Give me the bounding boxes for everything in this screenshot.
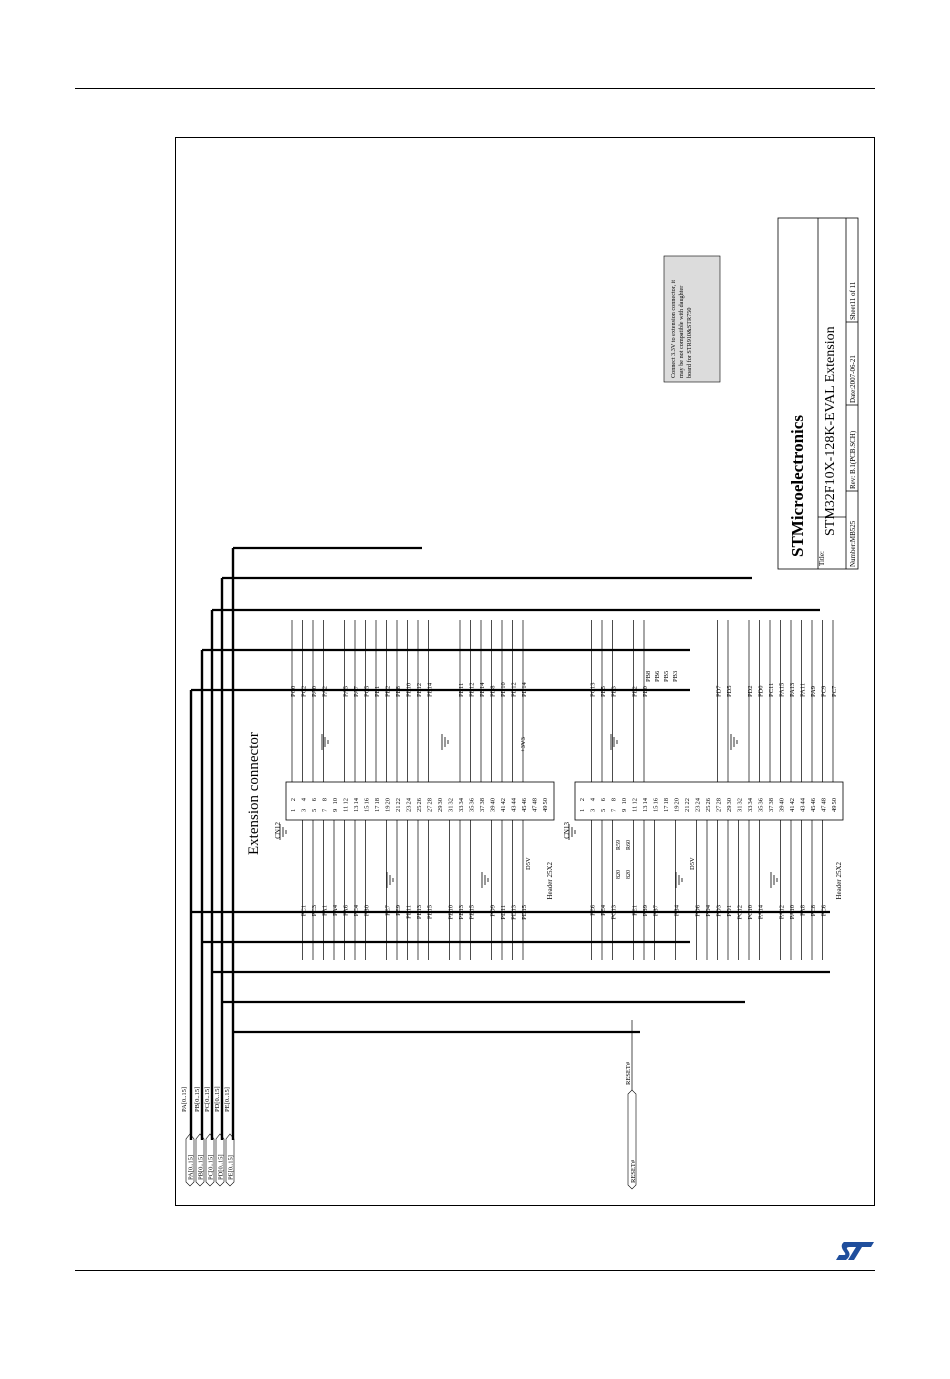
pin-number-even: 50 (831, 798, 838, 805)
pin-number-even: 26 (416, 798, 423, 805)
pin-number-even: 6 (311, 798, 318, 802)
net-label-even: PE2 (631, 686, 639, 697)
pin-number-odd: 39 (778, 805, 786, 812)
net-label-even: PE3 (610, 686, 618, 697)
pin-number-even: 8 (610, 798, 618, 802)
net-label-odd: PB15 (468, 905, 476, 920)
pin-number-even: 42 (789, 798, 796, 805)
pin-number-even: 6 (600, 798, 607, 802)
bus-ports (181, 1086, 235, 1186)
bus-port-label: PE[0..15] (227, 1155, 235, 1180)
net-label-even: PB11 (458, 682, 465, 697)
net-label-odd: PD9 (489, 905, 497, 917)
net-label-even: PC7 (831, 685, 838, 697)
net-label-odd: PB4 (673, 905, 681, 917)
resistor-ref: R60 (626, 839, 632, 850)
ground-icon (387, 872, 393, 888)
connector-part: Header 25X2 (546, 862, 554, 900)
pin-number-even: 4 (300, 798, 308, 802)
pin-number-even: 26 (705, 798, 712, 805)
pin-number-odd: 9 (332, 808, 339, 812)
pin-number-even: 34 (747, 798, 754, 805)
net-label-even: PD7 (715, 685, 723, 697)
st-logo-icon (834, 1240, 876, 1262)
net-label-even: PC9 (820, 685, 828, 697)
net-label-even: PA5 (342, 686, 350, 697)
ground-icon (676, 872, 682, 888)
ground-icon (482, 872, 488, 888)
pin-number-odd: 49 (542, 805, 549, 812)
pin-number-odd: 9 (621, 808, 628, 812)
connector-ref: CN13 (563, 822, 571, 839)
pin-number-odd: 11 (631, 805, 639, 812)
net-label-even: PD5 (726, 685, 733, 697)
pin-number-even: 46 (810, 798, 817, 805)
pin-number-even: 48 (820, 798, 828, 805)
pin-number-odd: 45 (810, 805, 817, 812)
note-line-3: board for STR910&STR750 (686, 307, 693, 378)
pin-number-even: 14 (642, 798, 649, 805)
pin-number-even: 28 (715, 798, 723, 805)
net-label-odd: PC8 (810, 905, 817, 917)
bus-port-label: PB[0..15] (197, 1154, 205, 1180)
reset-net-label: RESET# (625, 1061, 632, 1085)
net-label-odd: PA1 (321, 905, 329, 916)
pin-number-odd: 29 (437, 805, 444, 812)
net-label-odd: PB10 (447, 905, 455, 920)
pin-number-odd: 5 (311, 808, 318, 812)
pin-number-even: 12 (631, 798, 639, 805)
title-label: Title: (818, 551, 826, 566)
pin-number-odd: 25 (705, 805, 712, 812)
extra-net-label: PB5 (663, 670, 670, 682)
pin-number-odd: 19 (384, 805, 392, 812)
net-label-even: PA2 (321, 686, 329, 697)
pin-number-odd: 1 (290, 808, 297, 812)
pin-number-even: 48 (531, 798, 539, 805)
net-label-even: PE8 (395, 686, 402, 697)
ground-icon (731, 734, 737, 750)
bus-net-label: PB[0..15] (194, 1086, 201, 1112)
extra-net-label: PB6 (654, 670, 661, 682)
extension-connector-heading: Extension connector (246, 732, 262, 855)
pin-number-odd: 23 (405, 805, 413, 812)
pin-number-odd: 39 (489, 805, 497, 812)
pin-number-odd: 47 (531, 805, 539, 812)
pin-number-even: 24 (405, 798, 413, 805)
net-label-odd: PA12 (778, 905, 786, 920)
net-label-even: PD8 (489, 685, 497, 697)
doc-rev: Rev: B.1(PCB.SCH) (849, 430, 857, 489)
pin-number-even: 2 (290, 798, 297, 802)
pin-number-odd: 25 (416, 805, 423, 812)
pin-number-even: 8 (321, 798, 329, 802)
pin-number-even: 50 (542, 798, 549, 805)
bus-net-label: PA[0..15] (181, 1086, 188, 1112)
net-label-odd: PC4 (353, 905, 360, 917)
reset-port-label: RESET# (630, 1159, 637, 1183)
net-label-odd: PA4 (332, 905, 339, 916)
net-label-odd: PD13 (510, 905, 518, 920)
pin-number-odd: 45 (521, 805, 528, 812)
net-label-odd: PE13 (416, 905, 423, 920)
net-label-odd: PC1 (300, 905, 308, 917)
pin-number-odd: 19 (673, 805, 681, 812)
doc-number: Number:MB525 (849, 520, 857, 567)
bus-net-label: PE[0..15] (224, 1087, 231, 1112)
net-label-odd: PE9 (395, 905, 402, 916)
net-label-even: PB2 (384, 685, 392, 697)
pin-number-odd: 21 (395, 805, 402, 812)
pin-number-even: 38 (768, 798, 775, 805)
net-label-even: PA0 (311, 686, 318, 697)
net-label-even: PB1 (374, 685, 381, 697)
net-label-even: PC13 (589, 682, 597, 697)
net-label-even: PE14 (426, 682, 434, 697)
pin-number-even: 20 (673, 798, 681, 805)
net-label-odd: PD3 (715, 905, 723, 917)
pin-number-even: 36 (757, 798, 765, 805)
reset-port (625, 1020, 637, 1189)
net-label-odd: PD1 (726, 905, 733, 917)
pin-number-odd: 27 (715, 805, 723, 812)
net-label-even: PB14 (479, 682, 486, 697)
ground-icon (771, 872, 777, 888)
pin-number-odd: 47 (820, 805, 828, 812)
net-label-odd: PB0 (363, 905, 371, 917)
pin-number-odd: 29 (726, 805, 733, 812)
pin-number-odd: 21 (684, 805, 691, 812)
net-label-odd: PA6 (342, 905, 350, 916)
net-label-even: PA15 (778, 682, 786, 697)
pin-number-odd: 43 (510, 805, 518, 812)
bus-port-label: PC[0..15] (207, 1154, 215, 1180)
bus-port-label: PD[0..15] (217, 1154, 225, 1180)
pin-number-even: 10 (621, 798, 628, 805)
pin-number-even: 22 (684, 798, 691, 805)
pin-number-odd: 15 (363, 805, 371, 812)
pin-number-even: 38 (479, 798, 486, 805)
ground-icon (322, 734, 328, 750)
net-label-odd: PD4 (705, 905, 712, 917)
bus-net-label: PD[0..15] (214, 1086, 221, 1112)
pin-number-even: 42 (500, 798, 507, 805)
pin-number-even: 40 (778, 798, 786, 805)
doc-date: Date:2007-06-21 (849, 355, 857, 403)
pin-number-odd: 17 (663, 805, 670, 812)
net-label-even: PD14 (521, 682, 528, 697)
net-label-even: PA7 (353, 686, 360, 697)
net-label-odd: PE1 (631, 905, 639, 916)
net-label-odd: PC13 (610, 905, 618, 920)
pin-number-odd: 13 (353, 805, 360, 812)
pin-number-even: 36 (468, 798, 476, 805)
net-label-odd: PD15 (521, 905, 528, 920)
board-title: STM32F10X-128K-EVAL Extension (823, 326, 838, 536)
ground-icon (442, 734, 448, 750)
pin-number-odd: 27 (426, 805, 434, 812)
net-label-odd: PE7 (384, 905, 392, 916)
resistor-ref: R59 (616, 839, 622, 850)
net-label-even: PA9 (810, 686, 817, 697)
net-label-even: PE12 (416, 682, 423, 697)
pin-number-odd: 7 (321, 808, 329, 812)
net-label-odd: PC12 (736, 905, 744, 920)
net-label-even: PC11 (768, 682, 775, 697)
net-label-odd: PC6 (820, 905, 828, 917)
net-label-even: PC0 (290, 685, 297, 697)
pin-number-odd: 37 (479, 805, 486, 812)
net-label-odd: PB9 (642, 905, 649, 917)
net-label-odd: PC3 (311, 905, 318, 917)
pin-number-even: 32 (736, 798, 744, 805)
pin-number-odd: 5 (600, 808, 607, 812)
supply-3v3: +3V3 (520, 737, 527, 752)
pin-number-even: 24 (694, 798, 702, 805)
pin-number-odd: 11 (342, 805, 350, 812)
pin-number-odd: 17 (374, 805, 381, 812)
pin-number-even: 2 (579, 798, 586, 802)
net-label-even: PE0 (642, 686, 649, 697)
pin-number-odd: 41 (500, 805, 507, 812)
pin-number-even: 22 (395, 798, 402, 805)
pin-number-even: 46 (521, 798, 528, 805)
pin-number-odd: 33 (747, 805, 754, 812)
pin-number-even: 12 (342, 798, 350, 805)
net-label-even: PD12 (510, 682, 518, 697)
bus-port-label: PA[0..15] (187, 1154, 195, 1180)
pin-number-even: 44 (510, 798, 518, 805)
net-label-odd: PA14 (757, 905, 765, 920)
net-label-even: PD0 (757, 685, 765, 697)
pin-number-even: 14 (353, 798, 360, 805)
pin-number-even: 28 (426, 798, 434, 805)
pin-number-odd: 35 (757, 805, 765, 812)
pin-number-even: 34 (458, 798, 465, 805)
doc-sheet: Sheet11 of 11 (849, 281, 857, 320)
pin-number-even: 16 (652, 798, 660, 805)
bus-lines (191, 548, 830, 1140)
pin-number-odd: 3 (300, 808, 308, 812)
pin-number-even: 10 (332, 798, 339, 805)
net-label-odd: PA10 (789, 905, 796, 920)
pin-number-odd: 35 (468, 805, 476, 812)
pin-number-odd: 1 (579, 808, 586, 812)
pin-number-odd: 15 (652, 805, 660, 812)
supply-d5v: D5V (689, 857, 696, 870)
connector-cn13 (563, 620, 843, 960)
net-label-even: PD2 (747, 685, 754, 697)
net-label-odd: PA8 (799, 905, 807, 916)
resistor-value: 820 (626, 870, 632, 879)
net-label-odd: PB7 (652, 905, 660, 917)
resistor-value: 820 (616, 870, 622, 879)
pin-number-odd: 49 (831, 805, 838, 812)
net-label-even: PB12 (468, 682, 476, 697)
pin-number-odd: 33 (458, 805, 465, 812)
net-label-odd: PE4 (600, 905, 607, 916)
net-label-even: PE10 (405, 682, 413, 697)
note-line-1: Connect 3.3V to extension connector, it (670, 279, 677, 378)
connector-cn12 (274, 620, 554, 960)
pin-number-odd: 31 (447, 805, 455, 812)
connector-part: Header 25X2 (835, 862, 843, 900)
pin-number-odd: 41 (789, 805, 796, 812)
pin-number-even: 16 (363, 798, 371, 805)
net-label-odd: PD11 (500, 905, 507, 920)
pin-number-odd: 13 (642, 805, 649, 812)
net-label-even: PE5 (600, 686, 607, 697)
net-label-odd: PC10 (747, 905, 754, 920)
pin-number-even: 30 (437, 798, 444, 805)
net-label-odd: PE15 (426, 905, 434, 920)
supply-d5v: D5V (525, 857, 532, 870)
connector-ref: CN12 (274, 822, 282, 839)
extra-net-label: PB3 (672, 670, 679, 682)
net-label-even: PD10 (500, 682, 507, 697)
pin-number-even: 44 (799, 798, 807, 805)
net-label-odd: PD6 (694, 905, 702, 917)
net-label-odd: PE6 (589, 905, 597, 916)
pin-number-even: 32 (447, 798, 455, 805)
pin-number-odd: 23 (694, 805, 702, 812)
net-label-odd: PE11 (405, 905, 413, 919)
pin-number-even: 30 (726, 798, 733, 805)
net-label-odd: PB13 (458, 905, 465, 920)
pin-number-even: 20 (384, 798, 392, 805)
net-label-even: PA11 (799, 683, 807, 697)
net-label-even: PC5 (363, 685, 371, 697)
pin-number-even: 18 (374, 798, 381, 805)
note-line-2: may be not compatible with daughter (678, 285, 685, 378)
extra-net-label: PB8 (645, 670, 652, 682)
pin-number-odd: 37 (768, 805, 775, 812)
pin-number-odd: 3 (589, 808, 597, 812)
net-label-even: PA13 (789, 682, 796, 697)
bus-net-label: PC[0..15] (204, 1086, 211, 1112)
net-label-even: PC2 (300, 685, 308, 697)
pin-number-odd: 7 (610, 808, 618, 812)
pin-number-even: 40 (489, 798, 497, 805)
pin-number-odd: 31 (736, 805, 744, 812)
pin-number-odd: 43 (799, 805, 807, 812)
pin-number-even: 4 (589, 798, 597, 802)
company-name: STMicroelectronics (788, 415, 807, 557)
ground-icon (611, 734, 617, 750)
pin-number-even: 18 (663, 798, 670, 805)
